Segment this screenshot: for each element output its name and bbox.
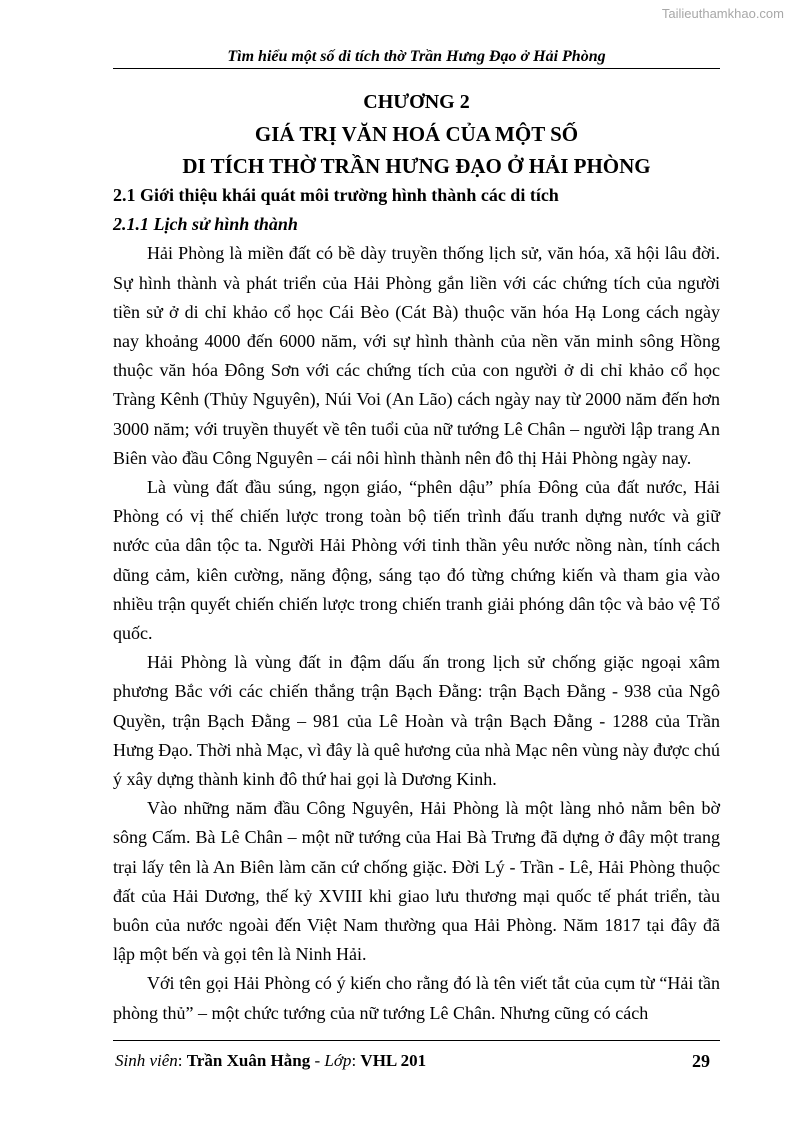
class-label: Lớp [324, 1051, 352, 1070]
chapter-title-line-1: GIÁ TRỊ VĂN HOÁ CỦA MỘT SỐ [254, 122, 579, 146]
section-heading: 2.1 Giới thiệu khái quát môi trường hình thành các di tích [113, 185, 559, 205]
running-header: Tìm hiểu một số di tích thờ Trần Hưng Đạo ở Hải Phòng [113, 48, 720, 69]
chapter-title-line-2: DI TÍCH THỜ TRẦN HƯNG ĐẠO Ở HẢI PHÒNG [182, 154, 651, 178]
page-number: 29 [692, 1051, 710, 1071]
student-label: Sinh viên [115, 1051, 178, 1070]
paragraph-2: Là vùng đất đầu súng, ngọn giáo, “phên dậu” phía Đông của đất nước, Hải Phòng có vị thế chiến lược trong toàn bộ tiến trình đấu tranh dựng nước và giữ nước của dân tộc ta. Người Hải Phòng với tinh thần yêu nước nồng nàn, tính cách dũng cảm, kiên cường, năng động, sáng tạo đó từng chứng kiến và tham gia vào nhiều trận quyết chiến chiến lược trong chiến tranh giải phóng dân tộc và bảo vệ Tổ quốc. [113, 477, 720, 644]
page-body [113, 181, 720, 1028]
footer-student-info: Sinh viên: Trần Xuân Hằng - Lớp: VHL 201 [115, 1051, 427, 1070]
subsection-heading: 2.1.1 Lịch sử hình thành [113, 214, 298, 235]
chapter-number: CHƯƠNG 2 [363, 91, 470, 113]
page-footer [113, 1040, 720, 1071]
student-name: Trần Xuân Hằng [186, 1051, 311, 1070]
chapter-heading [113, 86, 720, 182]
paragraph-3: Hải Phòng là vùng đất in đậm dấu ấn trong lịch sử chống giặc ngoại xâm phương Bắc với các chiến thắng trận Bạch Đằng: trận Bạch Đằng - 938 của Ngô Quyền, trận Bạch Đằng – 981 của Lê Hoàn và trận Bạch Đằng - 1288 của Trần Hưng Đạo. Thời nhà Mạc, vì đây là quê hương của nhà Mạc nên vùng này được chú ý xây dựng thành kinh đô thứ hai gọi là Dương Kinh. [113, 652, 720, 790]
paragraph-5: Với tên gọi Hải Phòng có ý kiến cho rằng đó là tên viết tắt của cụm từ “Hải tần phòng thủ” – một chức tướng của nữ tướng Lê Chân. Nhưng cũng có cách [113, 973, 720, 1023]
paragraph-4: Vào những năm đầu Công Nguyên, Hải Phòng là một làng nhỏ nằm bên bờ sông Cấm. Bà Lê Chân – một nữ tướng của Hai Bà Trưng đã dựng ở đây một trang trại lấy tên là An Biên làm căn cứ chống giặc. Đời Lý - Trần - Lê, Hải Phòng thuộc đất của Hải Dương, thế kỷ XVIII khi giao lưu thương mại quốc tế phát triển, tàu buôn của nước ngoài đến Việt Nam thường qua Hải Phòng. Năm 1817 tại đây đã lập một bến và gọi tên là Ninh Hải. [113, 798, 720, 965]
class-name: VHL 201 [360, 1051, 427, 1070]
watermark: Tailieuthamkhao.com [661, 6, 784, 21]
paragraph-1: Hải Phòng là miền đất có bề dày truyền thống lịch sử, văn hóa, xã hội lâu đời. Sự hình thành và phát triển của Hải Phòng gắn liền với các chứng tích của người tiền sử ở di chỉ khảo cổ học Cái Bèo (Cát Bà) thuộc văn hóa Hạ Long cách ngày nay khoảng 4000 đến 6000 năm, với sự hình thành của nền văn minh sông Hồng thuộc văn hóa Đông Sơn với các chứng tích của con người ở di chỉ khảo cổ học Tràng Kênh (Thủy Nguyên), Núi Voi (An Lão) cách ngày nay từ 2000 năm đến hơn 3000 năm; với truyền thuyết về tên tuổi của nữ tướng Lê Chân – người lập trang An Biên vào đầu Công Nguyên – cái nôi hình thành nên đô thị Hải Phòng ngày nay. [113, 243, 720, 468]
